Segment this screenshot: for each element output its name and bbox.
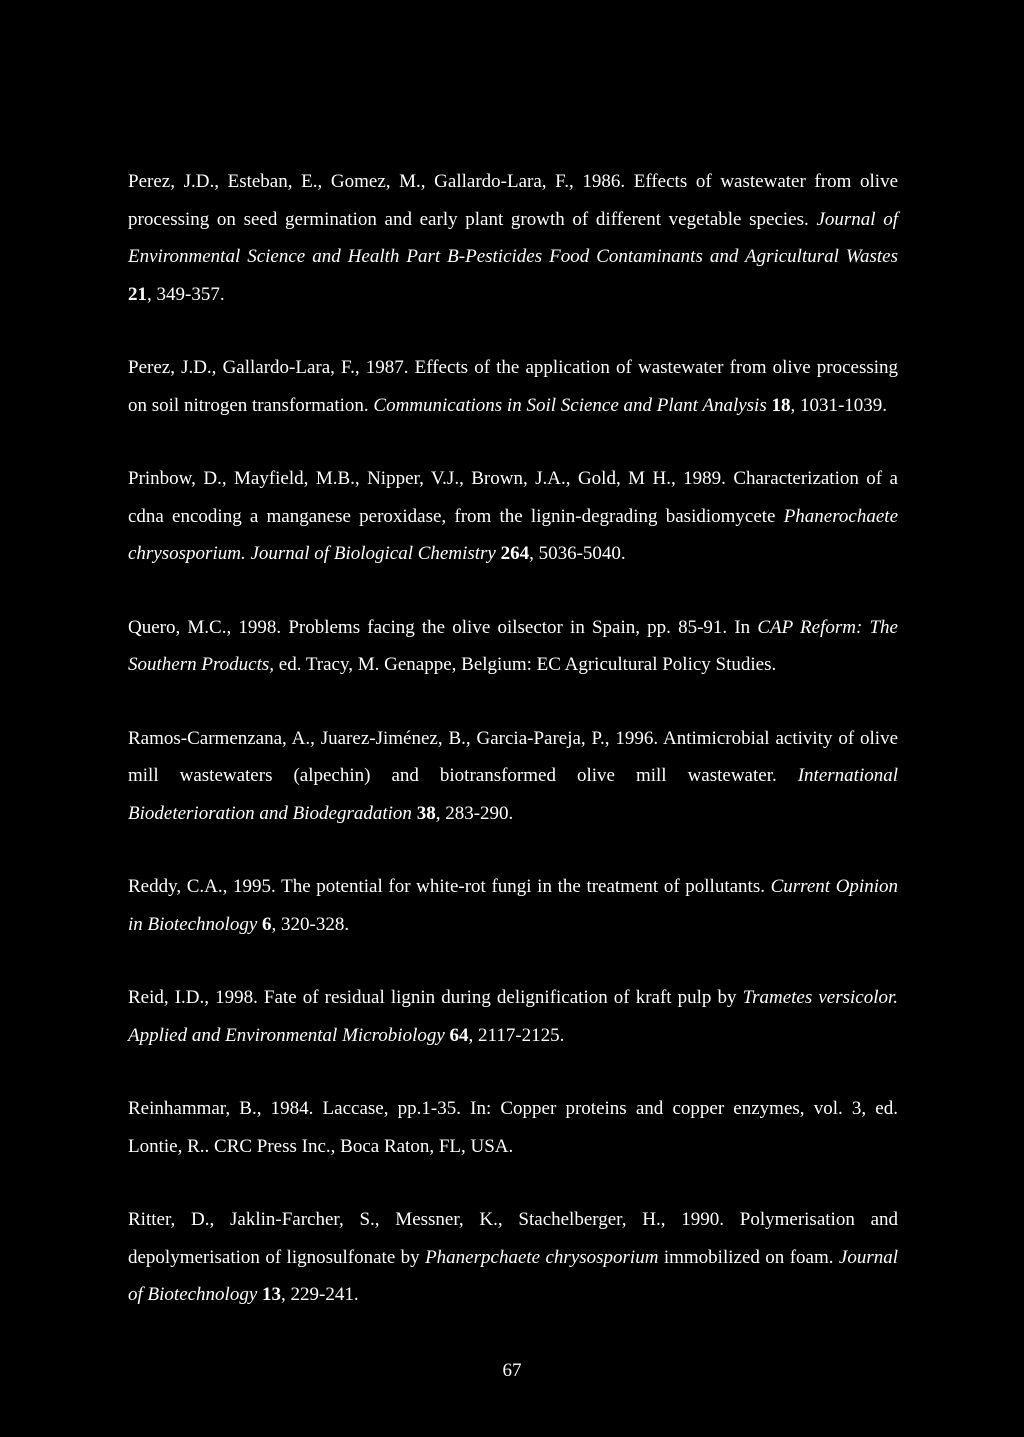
ref-journal: Journal of Biotechnology	[128, 1246, 898, 1305]
ref-pages: , 2117-2125.	[468, 1024, 565, 1046]
reference-entry	[128, 720, 898, 833]
ref-authors: Ramos-Carmenzana, A., Juarez-Jiménez, B., Garcia-Pareja, P., 1996.	[128, 727, 659, 749]
reference-entry	[128, 349, 898, 424]
ref-journal: Journal of Biological Chemistry	[250, 543, 496, 564]
ref-species: Phanerpchaete chrysosporium	[425, 1246, 659, 1268]
ref-title: Fate of residual lignin during delignification of kraft pulp by	[263, 987, 737, 1008]
ref-authors: Prinbow, D., Mayfield, M.B., Nipper, V.J., Brown, J.A., Gold, M H., 1989.	[128, 468, 726, 489]
ref-pages: , 320-328.	[271, 913, 350, 935]
ref-title: The potential for white-rot fungi in the treatment of pollutants.	[281, 876, 765, 897]
ref-pages: , 349-357.	[147, 283, 225, 305]
ref-journal: International Biodeterioration and Biodegradation	[128, 765, 899, 824]
ref-title: Effects of the application of wastewater from olive processing on soil nitrogen transformation.	[128, 357, 899, 416]
ref-authors: Quero, M.C., 1998.	[128, 616, 282, 638]
reference-entry	[128, 460, 898, 573]
ref-volume: 38	[416, 802, 436, 824]
reference-entry	[128, 163, 898, 313]
ref-pages: , 1031-1039.	[790, 394, 888, 416]
ref-journal: Current Opinion in Biotechnology	[128, 876, 898, 935]
ref-title: Effects of wastewater from olive processing on seed germination and early plant growth of different vegetable species.	[128, 171, 898, 230]
reference-entry	[128, 868, 898, 943]
ref-species: Trametes versicolor.	[742, 987, 899, 1008]
ref-journal: Communications in Soil Science and Plant Analysis	[373, 394, 767, 416]
ref-authors: Reinhammar, B., 1984.	[128, 1098, 314, 1119]
ref-book: CAP Reform: The Southern Products,	[128, 616, 898, 675]
ref-pages: , 283-290.	[435, 802, 514, 824]
ref-pages: , 229-241.	[281, 1284, 359, 1305]
reference-entry	[128, 979, 898, 1054]
ref-rest: Laccase, pp.1-35. In: Copper proteins and copper enzymes, vol. 3, ed. Lontie, R.. CRC Press Inc., Boca Raton, FL, USA.	[128, 1098, 898, 1157]
ref-title: Problems facing the olive oilsector in Spain, pp. 85-91. In	[288, 616, 751, 638]
ref-volume: 264	[500, 543, 530, 564]
reference-entry	[128, 609, 898, 684]
ref-species: Phanerochaete chrysosporium.	[128, 505, 899, 564]
ref-journal: Journal of Environmental Science and Health Part B-Pesticides Food Contaminants and Agricultural Wastes	[128, 208, 899, 267]
reference-entry	[128, 1090, 898, 1165]
ref-rest: ed. Tracy, M. Genappe, Belgium: EC Agricultural Policy Studies.	[278, 654, 777, 675]
ref-volume: 18	[771, 394, 791, 416]
ref-authors: Perez, J.D., Gallardo-Lara, F., 1987.	[128, 357, 409, 378]
reference-entry	[128, 1201, 898, 1314]
ref-volume: 64	[449, 1024, 469, 1046]
ref-authors: Reddy, C.A., 1995.	[128, 876, 276, 897]
ref-pages: , 5036-5040.	[529, 543, 626, 564]
ref-title: Characterization of a cdna encoding a manganese peroxidase, from the lignin-degrading basidiomycete	[128, 468, 898, 527]
ref-title: Polymerisation and depolymerisation of lignosulfonate by	[128, 1209, 899, 1268]
ref-volume: 13	[262, 1284, 282, 1305]
ref-authors: Perez, J.D., Esteban, E., Gomez, M., Gallardo-Lara, F., 1986.	[128, 171, 626, 192]
ref-authors: Reid, I.D., 1998.	[128, 987, 258, 1008]
reference-list	[128, 163, 898, 1350]
ref-journal: Applied and Environmental Microbiology	[128, 1024, 445, 1046]
page-number: 67	[502, 1360, 522, 1381]
ref-title: Antimicrobial activity of olive mill wastewaters (alpechin) and biotransformed olive mill wastewater.	[128, 727, 899, 786]
ref-authors: Ritter, D., Jaklin-Farcher, S., Messner, K., Stachelberger, H., 1990.	[128, 1209, 724, 1230]
ref-volume: 21	[128, 283, 147, 305]
ref-title-after: immobilized on foam.	[663, 1246, 834, 1268]
ref-volume: 6	[262, 913, 272, 935]
